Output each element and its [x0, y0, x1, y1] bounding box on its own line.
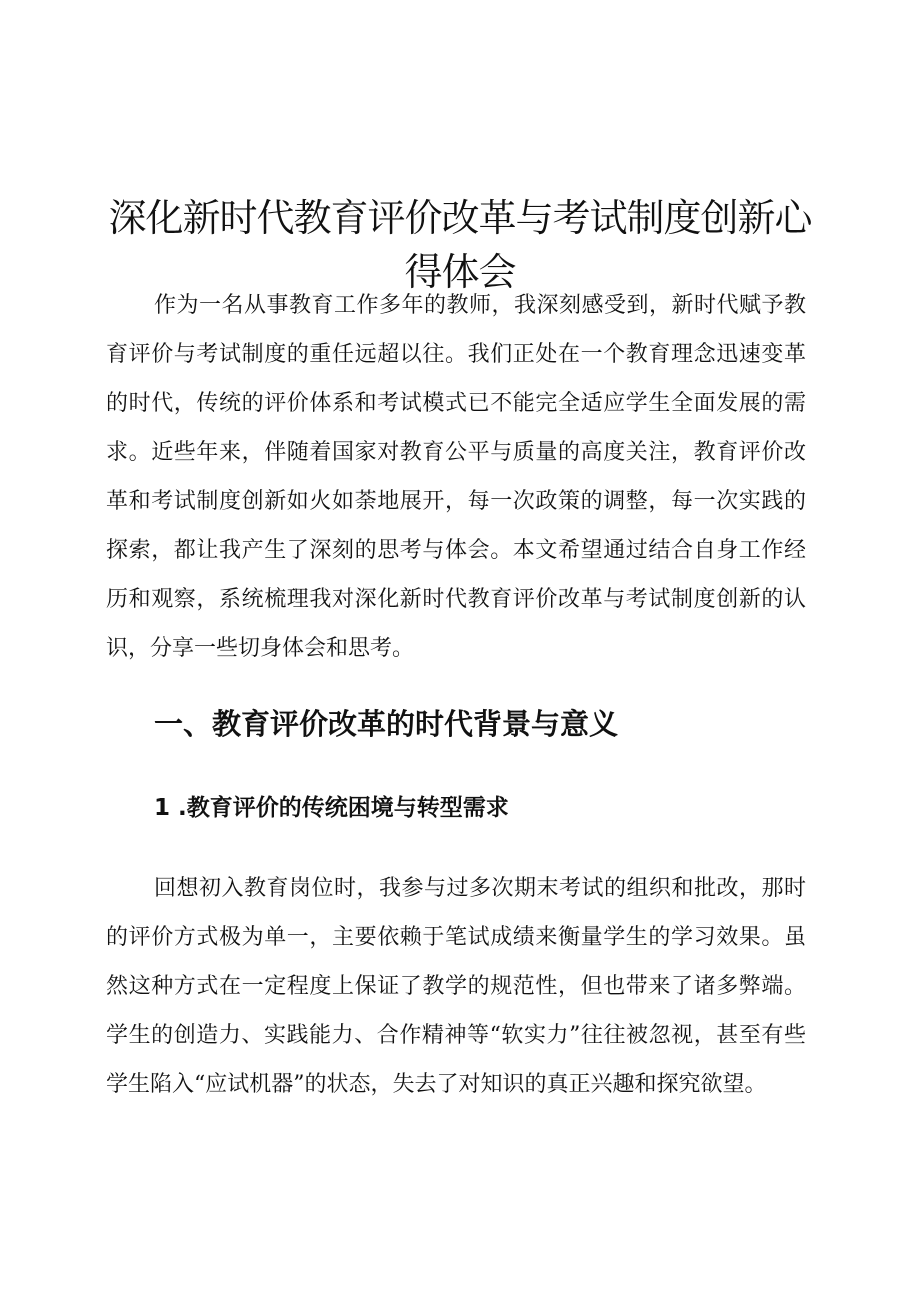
- intro-paragraph: 作为一名从事教育工作多年的教师，我深刻感受到，新时代赋予教育评价与考试制度的重任远超以往。我们正处在一个教育理念迅速变革的时代，传统的评价体系和考试模式已不能完全适应学生全面发展的需求。近些年来，伴随着国家对教育公平与质量的高度关注，教育评价改革和考试制度创新如火如荼地展开，每一次政策的调整，每一次实践的探索，都让我产生了深刻的思考与体会。本文希望通过结合自身工作经历和观察，系统梳理我对深化新时代教育评价改革与考试制度创新的认识，分享一些切身体会和思考。: [106, 293, 806, 661]
- section-heading: 一、教育评价改革的时代背景与意义: [154, 707, 619, 741]
- subsection-heading: 1 .教育评价的传统困境与转型需求: [154, 795, 509, 821]
- document-title: 深化新时代教育评价改革与考试制度创新心得体会: [108, 196, 812, 295]
- subsection-paragraph: 回想初入教育岗位时，我参与过多次期末考试的组织和批改，那时的评价方式极为单一，主要依赖于笔试成绩来衡量学生的学习效果。虽然这种方式在一定程度上保证了教学的规范性，但也带来了诸多弊端。学生的创造力、实践能力、合作精神等“软实力”往往被忽视，甚至有些学生陷入“应试机器”的状态，失去了对知识的真正兴趣和探究欲望。: [106, 876, 806, 1097]
